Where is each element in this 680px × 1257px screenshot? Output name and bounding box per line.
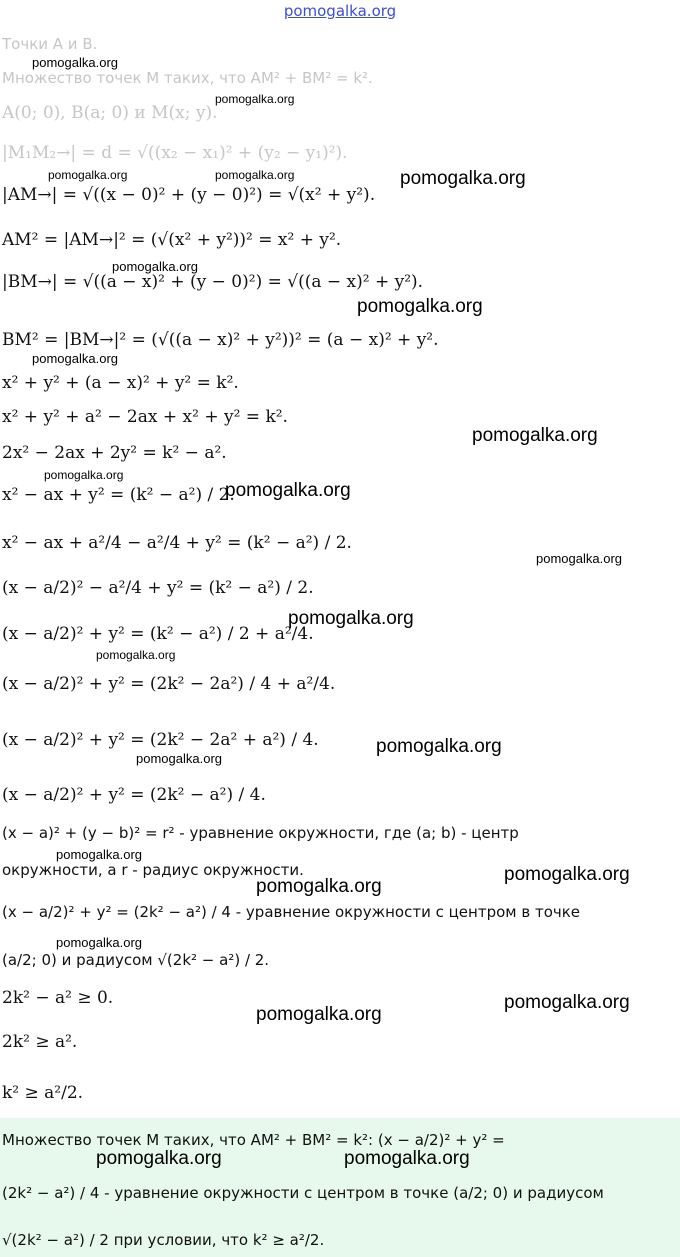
solution-line: |BM→| = √((a − x)² + (y − 0)²) = √((a − x)² + y²). <box>2 272 424 292</box>
watermark: pomogalka.org <box>96 648 176 662</box>
solution-line: |AM→| = √((x − 0)² + (y − 0)²) = √(x² + y²). <box>2 185 376 205</box>
solution-line: (x − a/2)² + y² = (2k² − 2a²) / 4 + a²/4. <box>2 674 336 694</box>
watermark: pomogalka.org <box>44 468 124 482</box>
solution-line: Точки A и B. <box>2 35 98 53</box>
solution-line: (x − a/2)² + y² = (2k² − 2a² + a²) / 4. <box>2 730 319 750</box>
watermark: pomogalka.org <box>400 168 526 189</box>
solution-line: A(0; 0), B(a; 0) и M(x; y). <box>2 103 218 123</box>
solution-line: x² − ax + a²/4 − a²/4 + y² = (k² − a²) / 2. <box>2 533 352 553</box>
solution-line: (x − a/2)² − a²/4 + y² = (k² − a²) / 2. <box>2 578 314 598</box>
watermark: pomogalka.org <box>344 1148 470 1169</box>
watermark: pomogalka.org <box>256 1004 382 1025</box>
watermark: pomogalka.org <box>32 55 118 70</box>
watermark: pomogalka.org <box>136 751 222 766</box>
solution-line: x² + y² + a² − 2ax + x² + y² = k². <box>2 407 288 427</box>
answer-box <box>0 1118 680 1257</box>
solution-line: 2x² − 2ax + 2y² = k² − a². <box>2 443 227 463</box>
solution-line: окружности, а r - радиус окружности. <box>2 861 304 879</box>
watermark: pomogalka.org <box>112 259 198 274</box>
watermark: pomogalka.org <box>376 736 502 757</box>
watermark: pomogalka.org <box>32 351 118 366</box>
solution-line: x² − ax + y² = (k² − a²) / 2. <box>2 485 235 505</box>
watermark: pomogalka.org <box>225 480 351 501</box>
answer-line: √(2k² − a²) / 2 при условии, что k² ≥ a²/2. <box>2 1231 325 1249</box>
solution-line: Множество точек M таких, что AM² + BM² = k². <box>2 69 373 87</box>
watermark: pomogalka.org <box>215 168 295 182</box>
solution-line: |M₁M₂→| = d = √((x₂ − x₁)² + (y₂ − y₁)²). <box>2 143 348 163</box>
answer-line: (2k² − a²) / 4 - уравнение окружности с центром в точке (a/2; 0) и радиусом <box>2 1184 604 1202</box>
watermark: pomogalka.org <box>56 847 142 862</box>
solution-line: (x − a/2)² + y² = (2k² − a²) / 4. <box>2 785 266 805</box>
watermark: pomogalka.org <box>504 864 630 885</box>
solution-line: (a/2; 0) и радиусом √(2k² − a²) / 2. <box>2 951 270 969</box>
solution-line: (x − a/2)² + y² = (k² − a²) / 2 + a²/4. <box>2 624 314 644</box>
watermark: pomogalka.org <box>357 296 483 317</box>
watermark: pomogalka.org <box>215 92 295 106</box>
watermark: pomogalka.org <box>472 425 598 446</box>
watermark: pomogalka.org <box>536 551 622 566</box>
watermark: pomogalka.org <box>48 168 128 182</box>
solution-line: (x − a/2)² + y² = (2k² − a²) / 4 - уравнение окружности с центром в точке <box>2 903 581 921</box>
solution-line: AM² = |AM→|² = (√(x² + y²))² = x² + y². <box>2 230 342 250</box>
solution-line: k² ≥ a²/2. <box>2 1083 84 1103</box>
solution-line: 2k² ≥ a². <box>2 1032 78 1052</box>
answer-line: Множество точек M таких, что AM² + BM² = k²: (x − a/2)² + y² = <box>2 1131 505 1149</box>
site-link[interactable]: pomogalka.org <box>283 2 397 20</box>
watermark: pomogalka.org <box>256 876 382 897</box>
solution-line: BM² = |BM→|² = (√((a − x)² + y²))² = (a − x)² + y². <box>2 330 439 350</box>
solution-line: 2k² − a² ≥ 0. <box>2 988 114 1008</box>
watermark: pomogalka.org <box>288 608 414 629</box>
solution-line: (x − a)² + (y − b)² = r² - уравнение окружности, где (a; b) - центр <box>2 824 519 842</box>
watermark: pomogalka.org <box>56 935 142 950</box>
solution-line: x² + y² + (a − x)² + y² = k². <box>2 373 239 393</box>
watermark: pomogalka.org <box>504 992 630 1013</box>
watermark: pomogalka.org <box>96 1148 222 1169</box>
